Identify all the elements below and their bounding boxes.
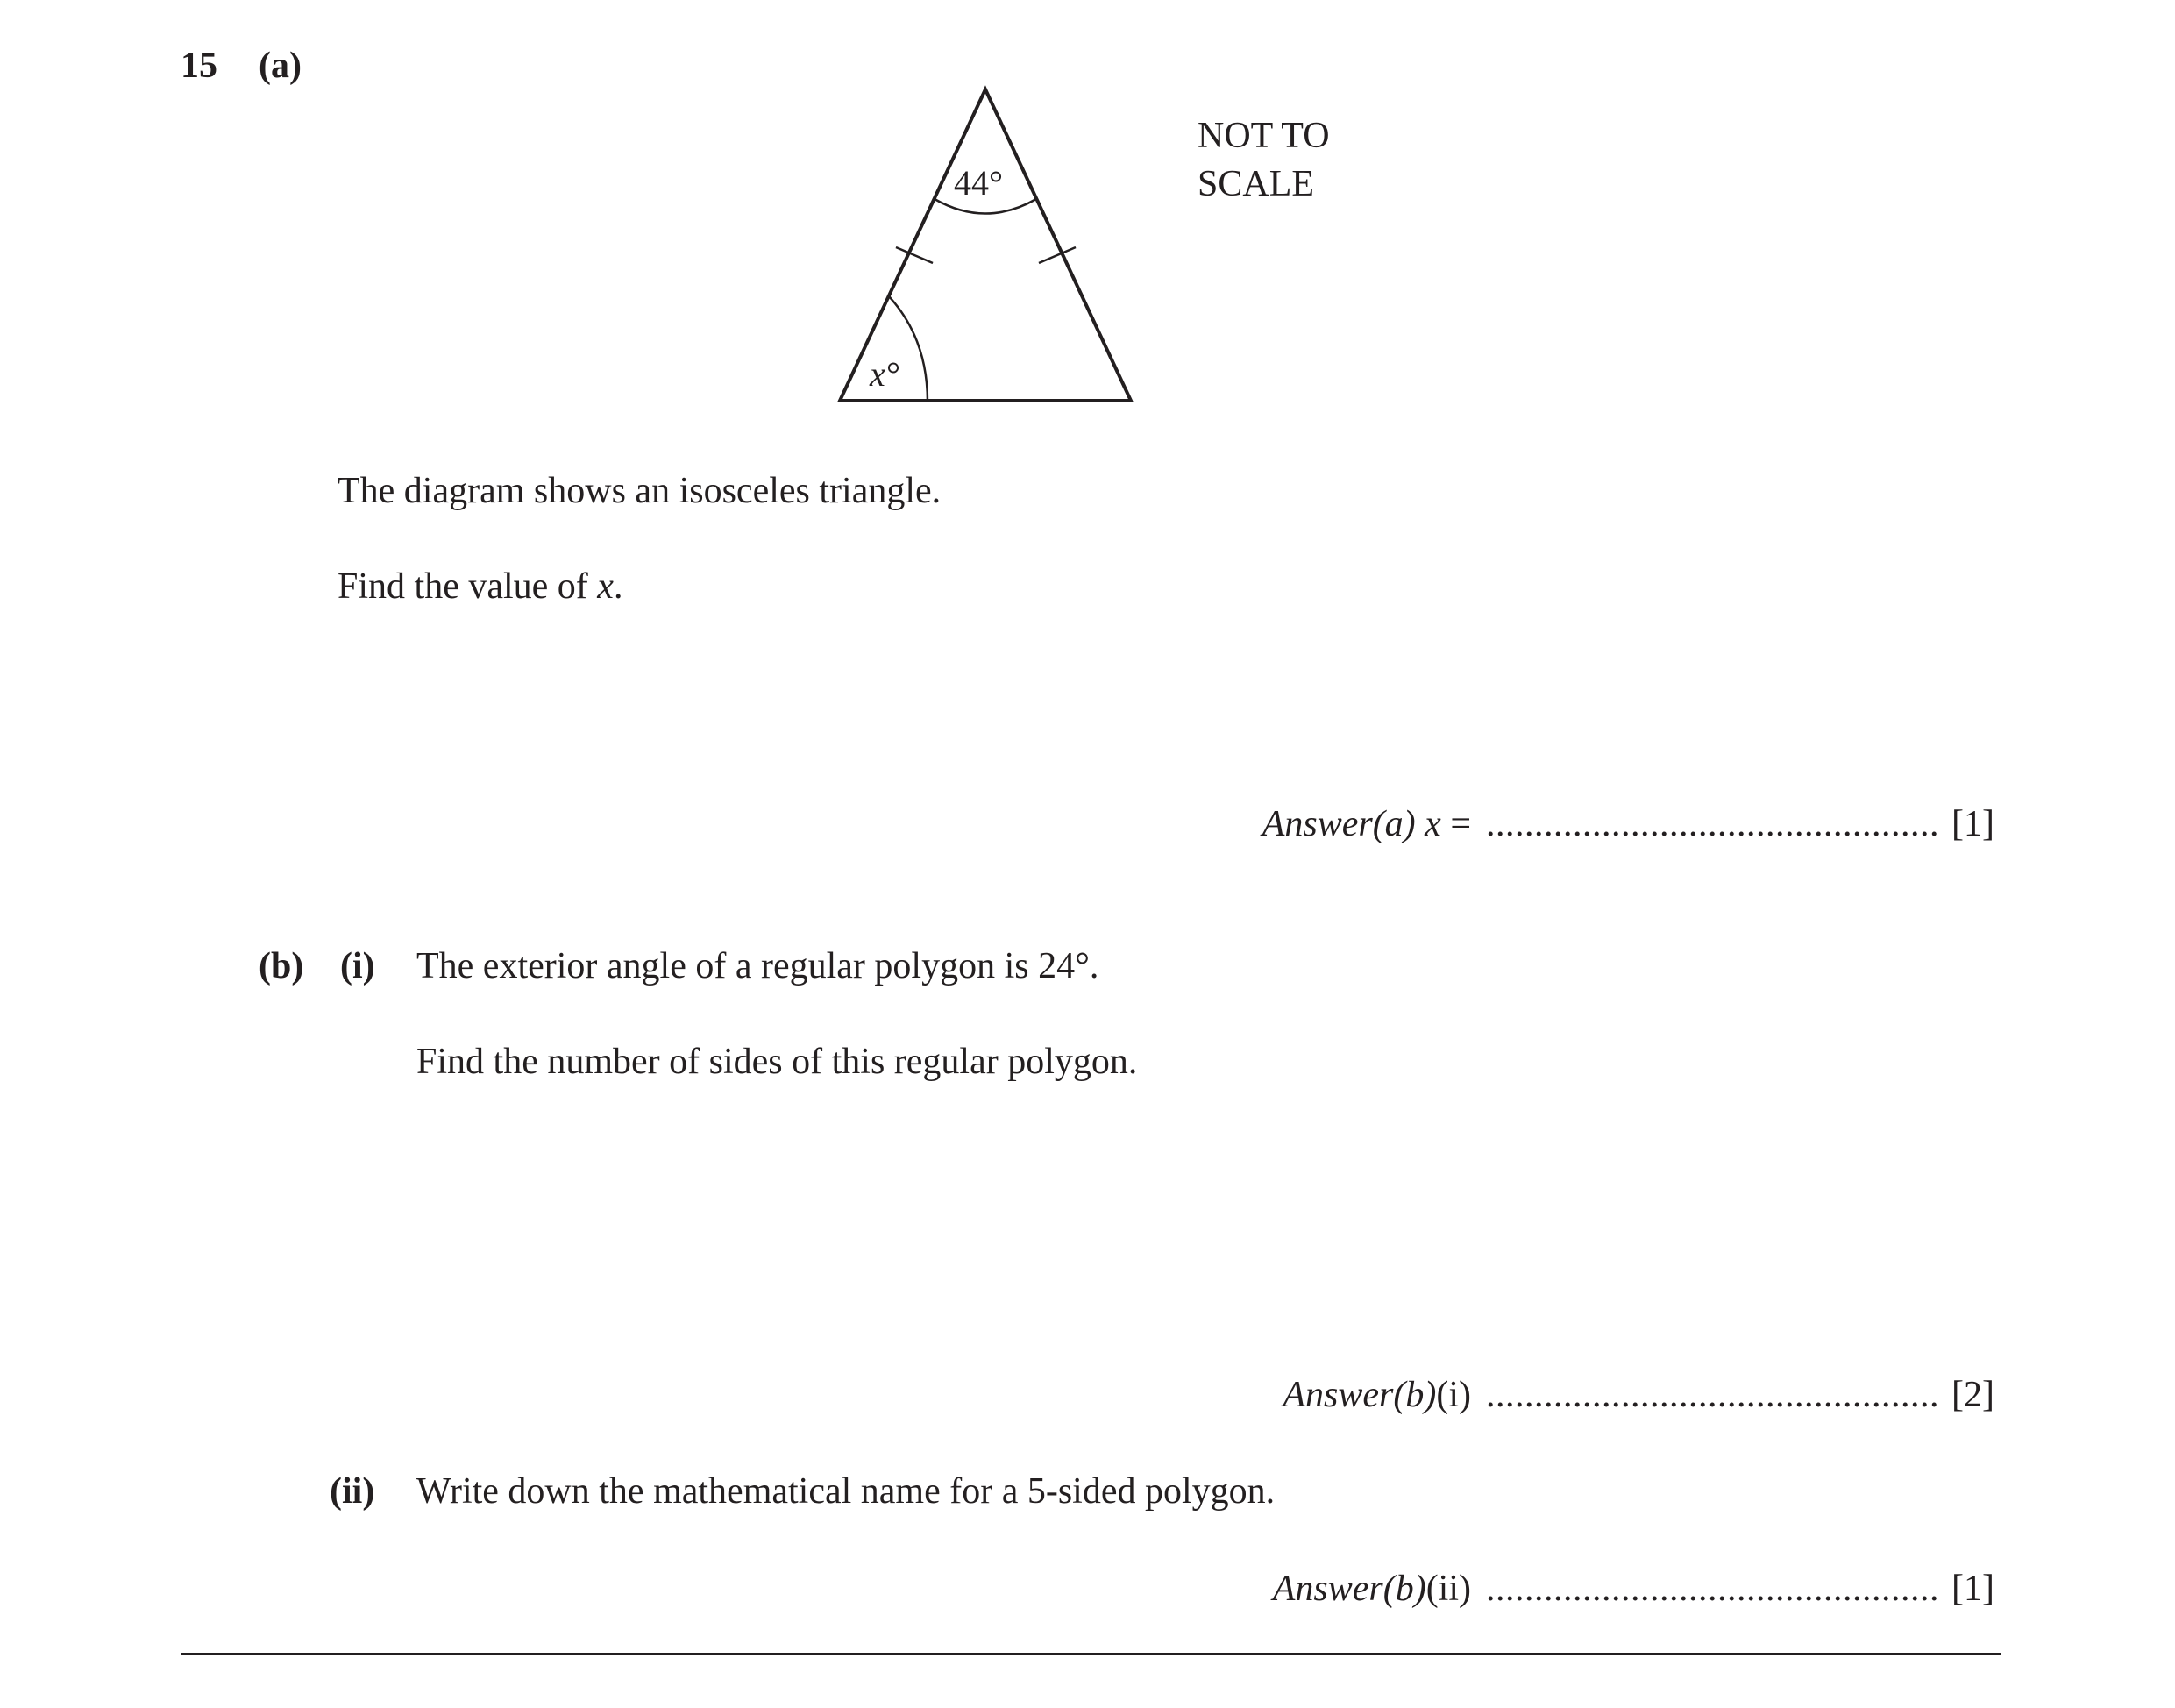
- part-a-instruction: [338, 568, 622, 605]
- not-to-scale-line2: SCALE: [1198, 164, 1315, 204]
- part-b-ii-instruction: Write down the mathematical name for a 5-sided polygon.: [416, 1471, 1276, 1512]
- not-to-scale-note: [1198, 112, 1330, 209]
- answer-a-field[interactable]: ...............................................: [1486, 804, 1939, 844]
- answer-b-i-label-italic: Answer(b): [1283, 1375, 1437, 1415]
- part-a-variable: x: [597, 566, 614, 607]
- answer-b-i-label: [1283, 1374, 1471, 1416]
- answer-a-label-rest: =: [1440, 804, 1471, 844]
- answer-b-ii-row: [1192, 1568, 2008, 1612]
- equal-side-tick-right: [1039, 247, 1076, 263]
- isosceles-triangle-diagram: [824, 79, 1157, 412]
- answer-b-ii-field[interactable]: ...............................................: [1486, 1569, 1939, 1609]
- base-angle-label: x°: [870, 354, 899, 394]
- answer-a-label: [1262, 803, 1471, 845]
- answer-a-marks: [1]: [1951, 804, 1994, 844]
- question-number: 15: [181, 46, 217, 86]
- answer-b-i-marks: [2]: [1951, 1375, 1994, 1415]
- answer-b-i-label-rest: (i): [1436, 1375, 1471, 1415]
- equal-side-tick-left: [896, 247, 933, 263]
- part-a-description: The diagram shows an isosceles triangle.: [338, 471, 942, 511]
- apex-angle-label: 44°: [954, 163, 1003, 203]
- answer-b-ii-label: [1273, 1568, 1471, 1610]
- answer-b-ii-marks: [1]: [1951, 1569, 1994, 1609]
- answer-b-i-row: [1192, 1374, 2008, 1418]
- part-b-i-instruction: Find the number of sides of this regular polygon.: [416, 1042, 1138, 1082]
- part-a-instruction-text: Find the value of: [338, 566, 598, 607]
- not-to-scale-line1: NOT TO: [1198, 116, 1330, 156]
- bottom-divider: [181, 1653, 2001, 1655]
- part-a-instruction-end: .: [613, 566, 623, 607]
- answer-b-i-field[interactable]: ...............................................: [1486, 1375, 1939, 1415]
- part-b-ii-label: (ii): [330, 1471, 375, 1512]
- answer-b-ii-label-rest: (ii): [1425, 1569, 1471, 1609]
- answer-a-row: [1192, 803, 2008, 847]
- answer-a-label-italic: Answer(a) x: [1262, 804, 1441, 844]
- part-b-label: (b): [259, 946, 304, 986]
- part-b-i-label: (i): [340, 946, 375, 986]
- part-a-label: (a): [259, 46, 302, 86]
- answer-b-ii-label-italic: Answer(b): [1272, 1569, 1426, 1609]
- part-b-i-statement: The exterior angle of a regular polygon is 24°.: [416, 946, 1099, 986]
